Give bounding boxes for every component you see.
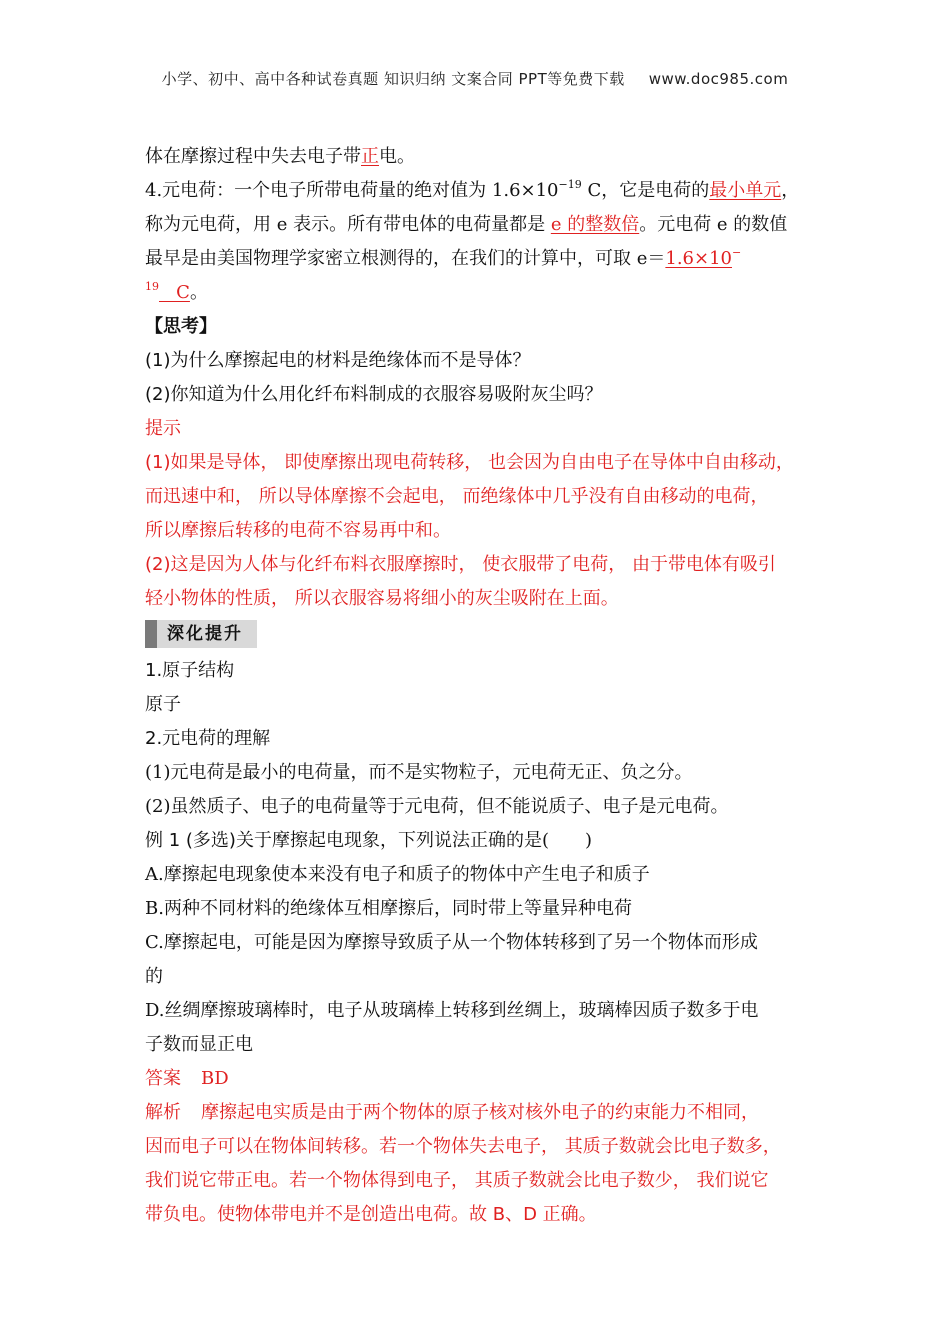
list-item: (2)虽然质子、电子的电荷量等于元电荷，但不能说质子、电子是元电荷。 (145, 796, 729, 817)
hint-answer-line: (2)这是因为人体与化纤布料衣服摩擦时， 使衣服带了电荷， 由于带电体有吸引 (145, 554, 776, 575)
text: 最早是由美国物理学家密立根测得的，在我们的计算中，可取 e＝ (145, 248, 666, 269)
option-d-cont: 子数而显正电 (145, 1034, 253, 1055)
analysis-line: 带负电。使物体带电并不是创造出电荷。故 B、D 正确。 (145, 1204, 597, 1225)
fill-blank: e 的整数倍 (550, 214, 640, 235)
fill-blank: 1.6×10 (665, 248, 732, 269)
think-question-2: (2)你知道为什么用化纤布料制成的衣服容易吸附灰尘吗？ (145, 384, 603, 405)
exponent: −19 (558, 178, 582, 191)
example-question (145, 824, 810, 858)
text: 体在摩擦过程中失去电子带 (145, 146, 361, 167)
answer-value: BD (201, 1068, 229, 1089)
fill-blank: 正 (361, 146, 379, 167)
page-header (0, 68, 950, 89)
text: ， (781, 180, 800, 201)
analysis-text: 摩擦起电实质是由于两个物体的原子核对核外电子的约束能力不相同， (201, 1102, 759, 1123)
paragraph-line (145, 208, 810, 242)
think-question-1: (1)为什么摩擦起电的材料是绝缘体而不是导体？ (145, 350, 531, 371)
hint-answer-line: 所以摩擦后转移的电荷不容易再中和。 (145, 520, 451, 541)
exponent: 19 (145, 280, 159, 293)
analysis-line: 因而电子可以在物体间转移。若一个物体失去电子， 其质子数就会比电子数多， (145, 1136, 781, 1157)
section-header (145, 620, 810, 648)
analysis-line: 我们说它带正电。若一个物体得到电子， 其质子数就会比电子数少， 我们说它 (145, 1170, 769, 1191)
think-title: 【思考】 (145, 316, 217, 337)
option-a: A.摩擦起电现象使本来没有电子和质子的物体中产生电子和质子 (145, 864, 650, 885)
section-marker (145, 620, 157, 648)
atom-text: 原子 (145, 694, 181, 715)
paragraph-line (145, 276, 810, 310)
text: ) (584, 830, 593, 851)
section-title: 深化提升 (157, 620, 257, 648)
header-text: 小学、初中、高中各种试卷真题 知识归纳 文案合同 PPT等免费下载 (161, 70, 625, 88)
option-c-cont: 的 (145, 966, 163, 987)
text: 称为元电荷，用 e 表示。所有带电体的电荷量都是 (145, 214, 551, 235)
text: 4.元电荷：一个电子所带电荷量的绝对值为 1.6×10 (145, 180, 559, 201)
paragraph-line (145, 174, 810, 208)
option-c: C.摩擦起电，可能是因为摩擦导致质子从一个物体转移到了另一个物体而形成 (145, 932, 758, 953)
answer-label: 答案 (145, 1068, 181, 1089)
fill-blank: 最小单元 (709, 180, 782, 201)
paragraph-line (145, 242, 810, 276)
example-label: 例 1 (多选) (145, 830, 236, 851)
hint-label: 提示 (145, 418, 181, 439)
text: 电。 (379, 146, 415, 167)
analysis-line (145, 1096, 810, 1130)
header-url[interactable]: www.doc985.com (648, 70, 789, 88)
paragraph-line (145, 140, 810, 174)
list-item: (1)元电荷是最小的电荷量，而不是实物粒子，元电荷无正、负之分。 (145, 762, 693, 783)
hint-answer-line: 轻小物体的性质， 所以衣服容易将细小的灰尘吸附在上面。 (145, 588, 619, 609)
subheading-atom-structure: 1.原子结构 (145, 660, 235, 681)
content (145, 140, 810, 1232)
option-d: D.丝绸摩擦玻璃棒时，电子从玻璃棒上转移到丝绸上，玻璃棒因质子数多于电 (145, 1000, 759, 1021)
subheading-elementary-charge: 2.元电荷的理解 (145, 728, 271, 749)
answer-line (145, 1062, 810, 1096)
text: C，它是电荷的 (581, 180, 710, 201)
text: 。元电荷 e 的数值 (639, 214, 788, 235)
hint-answer-line: 而迅速中和， 所以导体摩擦不会起电， 而绝缘体中几乎没有自由移动的电荷， (145, 486, 769, 507)
hint-answer-line: (1)如果是导体， 即使摩擦出现电荷转移， 也会因为自由电子在导体中自由移动， (145, 452, 794, 473)
exponent: − (732, 246, 742, 259)
question-stem: 关于摩擦起电现象，下列说法正确的是( (235, 830, 549, 851)
analysis-label: 解析 (145, 1102, 181, 1123)
option-b: B.两种不同材料的绝缘体互相摩擦后，同时带上等量异种电荷 (145, 898, 632, 919)
text: 。 (189, 282, 208, 303)
fill-blank: C (159, 282, 190, 303)
